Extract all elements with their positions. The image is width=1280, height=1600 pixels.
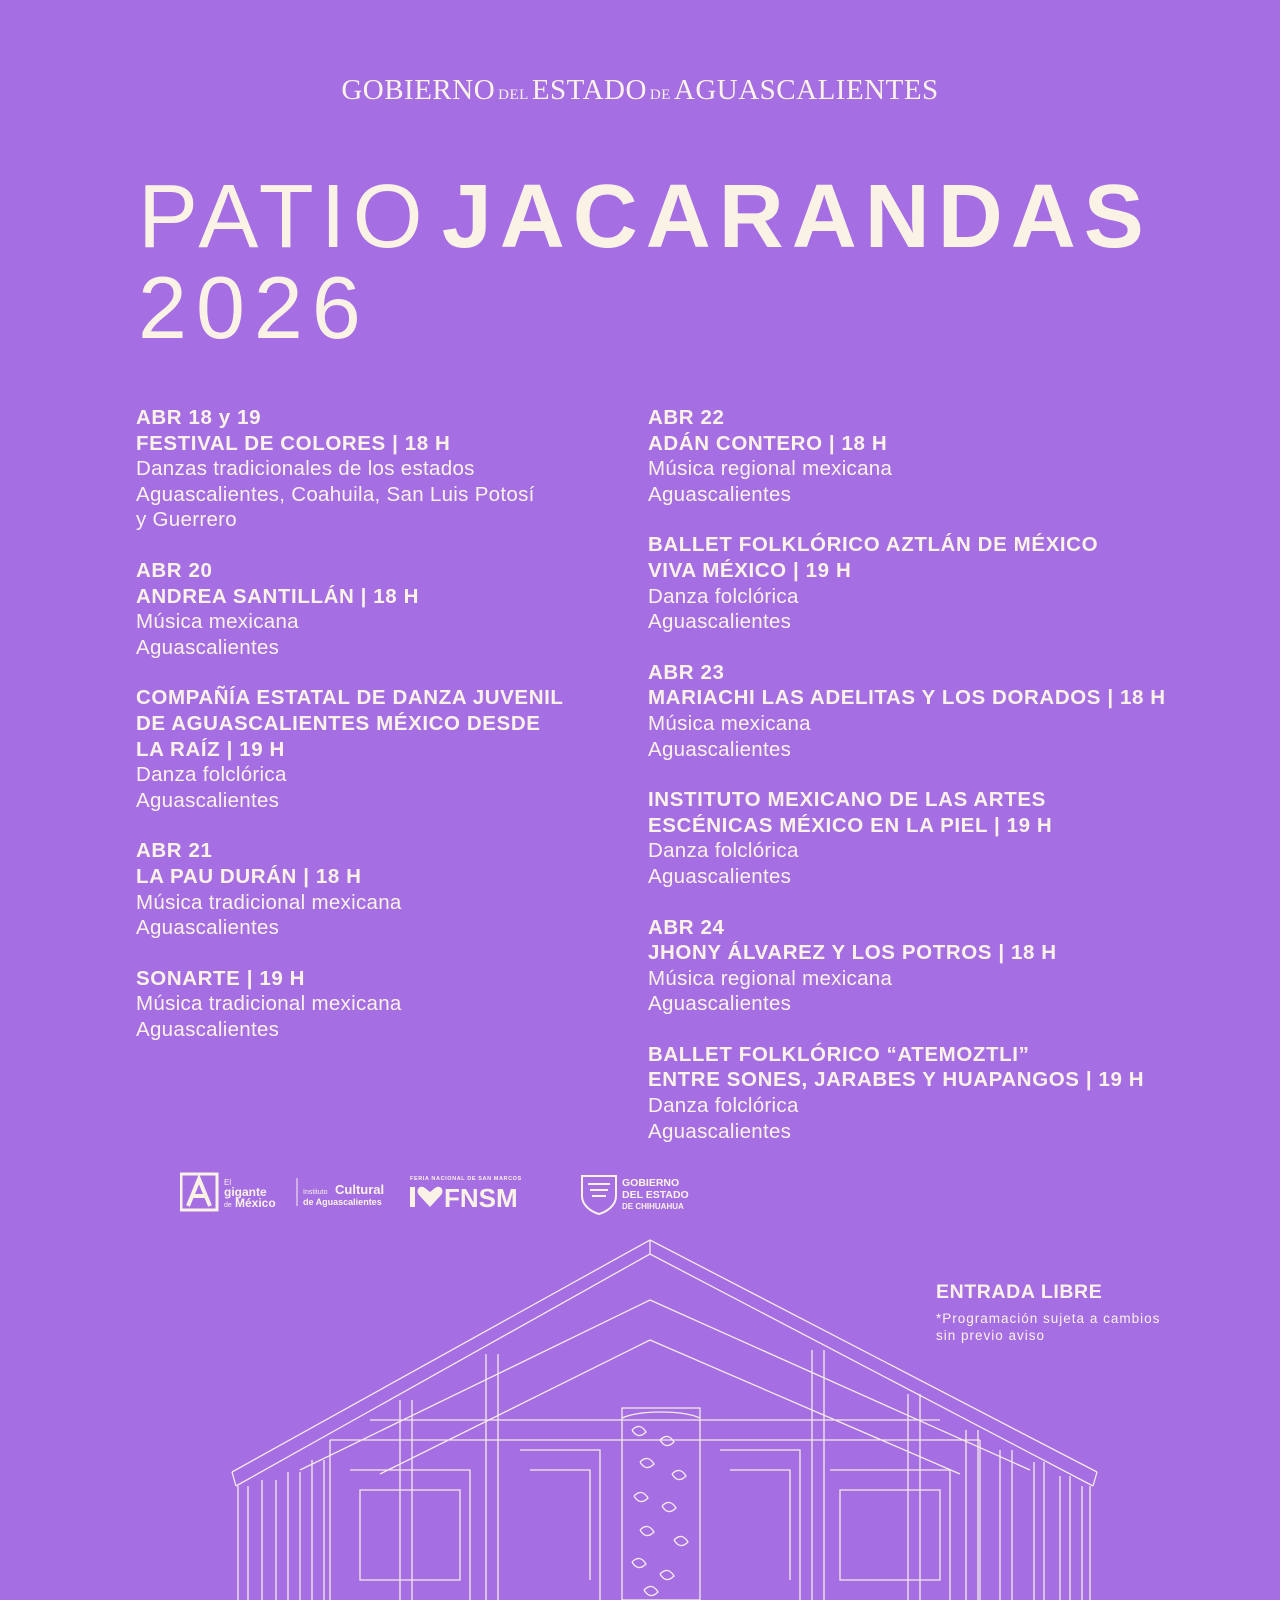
event-block <box>648 1042 1208 1144</box>
title-year: 2026 <box>138 258 370 357</box>
event-heading-line: LA PAU DURÁN | 18 H <box>136 864 362 888</box>
gov-word-estado: ESTADO <box>531 74 647 106</box>
gigante-de-mexico-logo <box>180 1172 284 1217</box>
page-title <box>138 167 1152 357</box>
event-heading-line: ENTRE SONES, JARABES Y HUAPANGOS | 19 H <box>648 1068 1145 1092</box>
gigante-text-el: El <box>224 1178 232 1187</box>
gigante-a-icon <box>180 1172 284 1212</box>
event-detail-line: Danza folclórica <box>648 839 799 863</box>
gigante-text-gigante: gigante <box>224 1185 267 1199</box>
pavilion-illustration <box>0 1230 1280 1600</box>
instituto-cultural-logo <box>295 1176 395 1215</box>
event-heading-line: JHONY ÁLVAREZ Y LOS POTROS | 18 H <box>648 941 1057 965</box>
event-heading-line: DE AGUASCALIENTES MÉXICO DESDE <box>136 711 541 735</box>
program-column-right <box>648 405 1208 1169</box>
fnsm-logo <box>408 1172 542 1217</box>
event-detail-line: Aguascalientes, Coahuila, San Luis Potosí <box>136 482 535 506</box>
event-detail-line: Danza folclórica <box>648 584 799 608</box>
event-detail-line: Música tradicional mexicana <box>136 890 402 914</box>
event-detail-line: Aguascalientes <box>136 916 280 940</box>
event-detail-line: Danzas tradicionales de los estados <box>136 457 475 481</box>
heart-icon <box>418 1187 443 1207</box>
government-header <box>0 74 1280 107</box>
event-heading-line: ABR 23 <box>648 660 725 684</box>
event-block <box>136 838 606 940</box>
event-heading-line: ESCÉNICAS MÉXICO EN LA PIEL | 19 H <box>648 813 1053 837</box>
event-heading-line: INSTITUTO MEXICANO DE LAS ARTES <box>648 788 1046 812</box>
event-block <box>136 685 606 813</box>
chih-text-3: DE CHIHUAHUA <box>622 1202 684 1211</box>
event-detail-line: Aguascalientes <box>648 1119 792 1143</box>
event-detail-line: Aguascalientes <box>136 1017 280 1041</box>
event-detail-line: Aguascalientes <box>648 737 792 761</box>
event-block <box>648 915 1208 1017</box>
gigante-text-mexico: México <box>235 1196 276 1210</box>
event-detail-line: Danza folclórica <box>136 763 287 787</box>
event-heading-line: BALLET FOLKLÓRICO AZTLÁN DE MÉXICO <box>648 533 1099 557</box>
event-heading-line: ABR 18 y 19 <box>136 406 262 429</box>
event-block <box>136 558 606 660</box>
event-detail-line: Música regional mexicana <box>648 966 893 990</box>
gov-word-de: DE <box>649 87 671 103</box>
fnsm-top-text: FERIA NACIONAL DE SAN MARCOS <box>410 1176 522 1182</box>
program-column-left <box>136 405 606 1067</box>
event-detail-line: Aguascalientes <box>136 635 280 659</box>
event-detail-line: Aguascalientes <box>648 610 792 634</box>
event-detail-line: Música regional mexicana <box>648 457 893 481</box>
event-block <box>136 966 606 1043</box>
entrada-libre: ENTRADA LIBRE <box>936 1281 1103 1303</box>
gov-word-aguascalientes: AGUASCALIENTES <box>673 74 939 106</box>
event-detail-line: Aguascalientes <box>648 482 792 506</box>
event-heading-line: ABR 22 <box>648 406 725 429</box>
gov-word-gobierno: GOBIERNO <box>341 74 496 106</box>
fnsm-main-text: FNSM <box>444 1183 518 1212</box>
notice-line-1: *Programación sujeta a cambios <box>936 1311 1161 1326</box>
event-block <box>136 405 606 533</box>
event-heading-line: ANDREA SANTILLÁN | 18 H <box>136 584 420 608</box>
gigante-text-de: de <box>224 1202 232 1209</box>
fnsm-i-glyph <box>410 1187 415 1207</box>
ica-text-instituto: Instituto <box>303 1189 328 1196</box>
event-detail-line: Aguascalientes <box>648 864 792 888</box>
event-detail-line: Música mexicana <box>648 711 811 735</box>
event-heading-line: BALLET FOLKLÓRICO “ATEMOZTLI” <box>648 1042 1030 1066</box>
event-detail-line: Aguascalientes <box>648 992 792 1016</box>
event-detail-line: Música mexicana <box>136 610 299 634</box>
title-patio: PATIO <box>138 167 430 267</box>
gobierno-chihuahua-logo <box>578 1172 708 1221</box>
notice-line-2: sin previo aviso <box>936 1328 1046 1343</box>
event-heading-line: ABR 24 <box>648 915 725 939</box>
event-heading-line: COMPAÑÍA ESTATAL DE DANZA JUVENIL <box>136 686 564 710</box>
event-heading-line: LA RAÍZ | 19 H <box>136 737 285 761</box>
event-heading-line: VIVA MÉXICO | 19 H <box>648 558 852 582</box>
event-block <box>648 787 1208 889</box>
title-jacarandas: JACARANDAS <box>441 167 1152 267</box>
event-block <box>648 660 1208 762</box>
event-detail-line: Danza folclórica <box>648 1094 799 1118</box>
event-block <box>648 532 1208 634</box>
gov-word-del: DEL <box>498 87 529 103</box>
event-heading-line: MARIACHI LAS ADELITAS Y LOS DORADOS | 18 H <box>648 686 1166 710</box>
event-heading-line: ADÁN CONTERO | 18 H <box>648 431 888 455</box>
event-heading-line: ABR 21 <box>136 839 213 863</box>
ica-text-cultural: Cultural <box>335 1182 385 1197</box>
event-detail-line: Aguascalientes <box>136 788 280 812</box>
event-block <box>648 405 1208 507</box>
event-detail-line: y Guerrero <box>136 508 237 532</box>
chih-text-2: DEL ESTADO <box>622 1189 689 1201</box>
chih-text-1: GOBIERNO <box>622 1177 680 1189</box>
ica-text-aguascalientes: de Aguascalientes <box>303 1197 382 1207</box>
event-heading-line: FESTIVAL DE COLORES | 18 H <box>136 431 451 455</box>
event-heading-line: ABR 20 <box>136 558 213 582</box>
title-line <box>138 167 1152 267</box>
event-detail-line: Música tradicional mexicana <box>136 992 402 1016</box>
event-heading-line: SONARTE | 19 H <box>136 966 306 990</box>
